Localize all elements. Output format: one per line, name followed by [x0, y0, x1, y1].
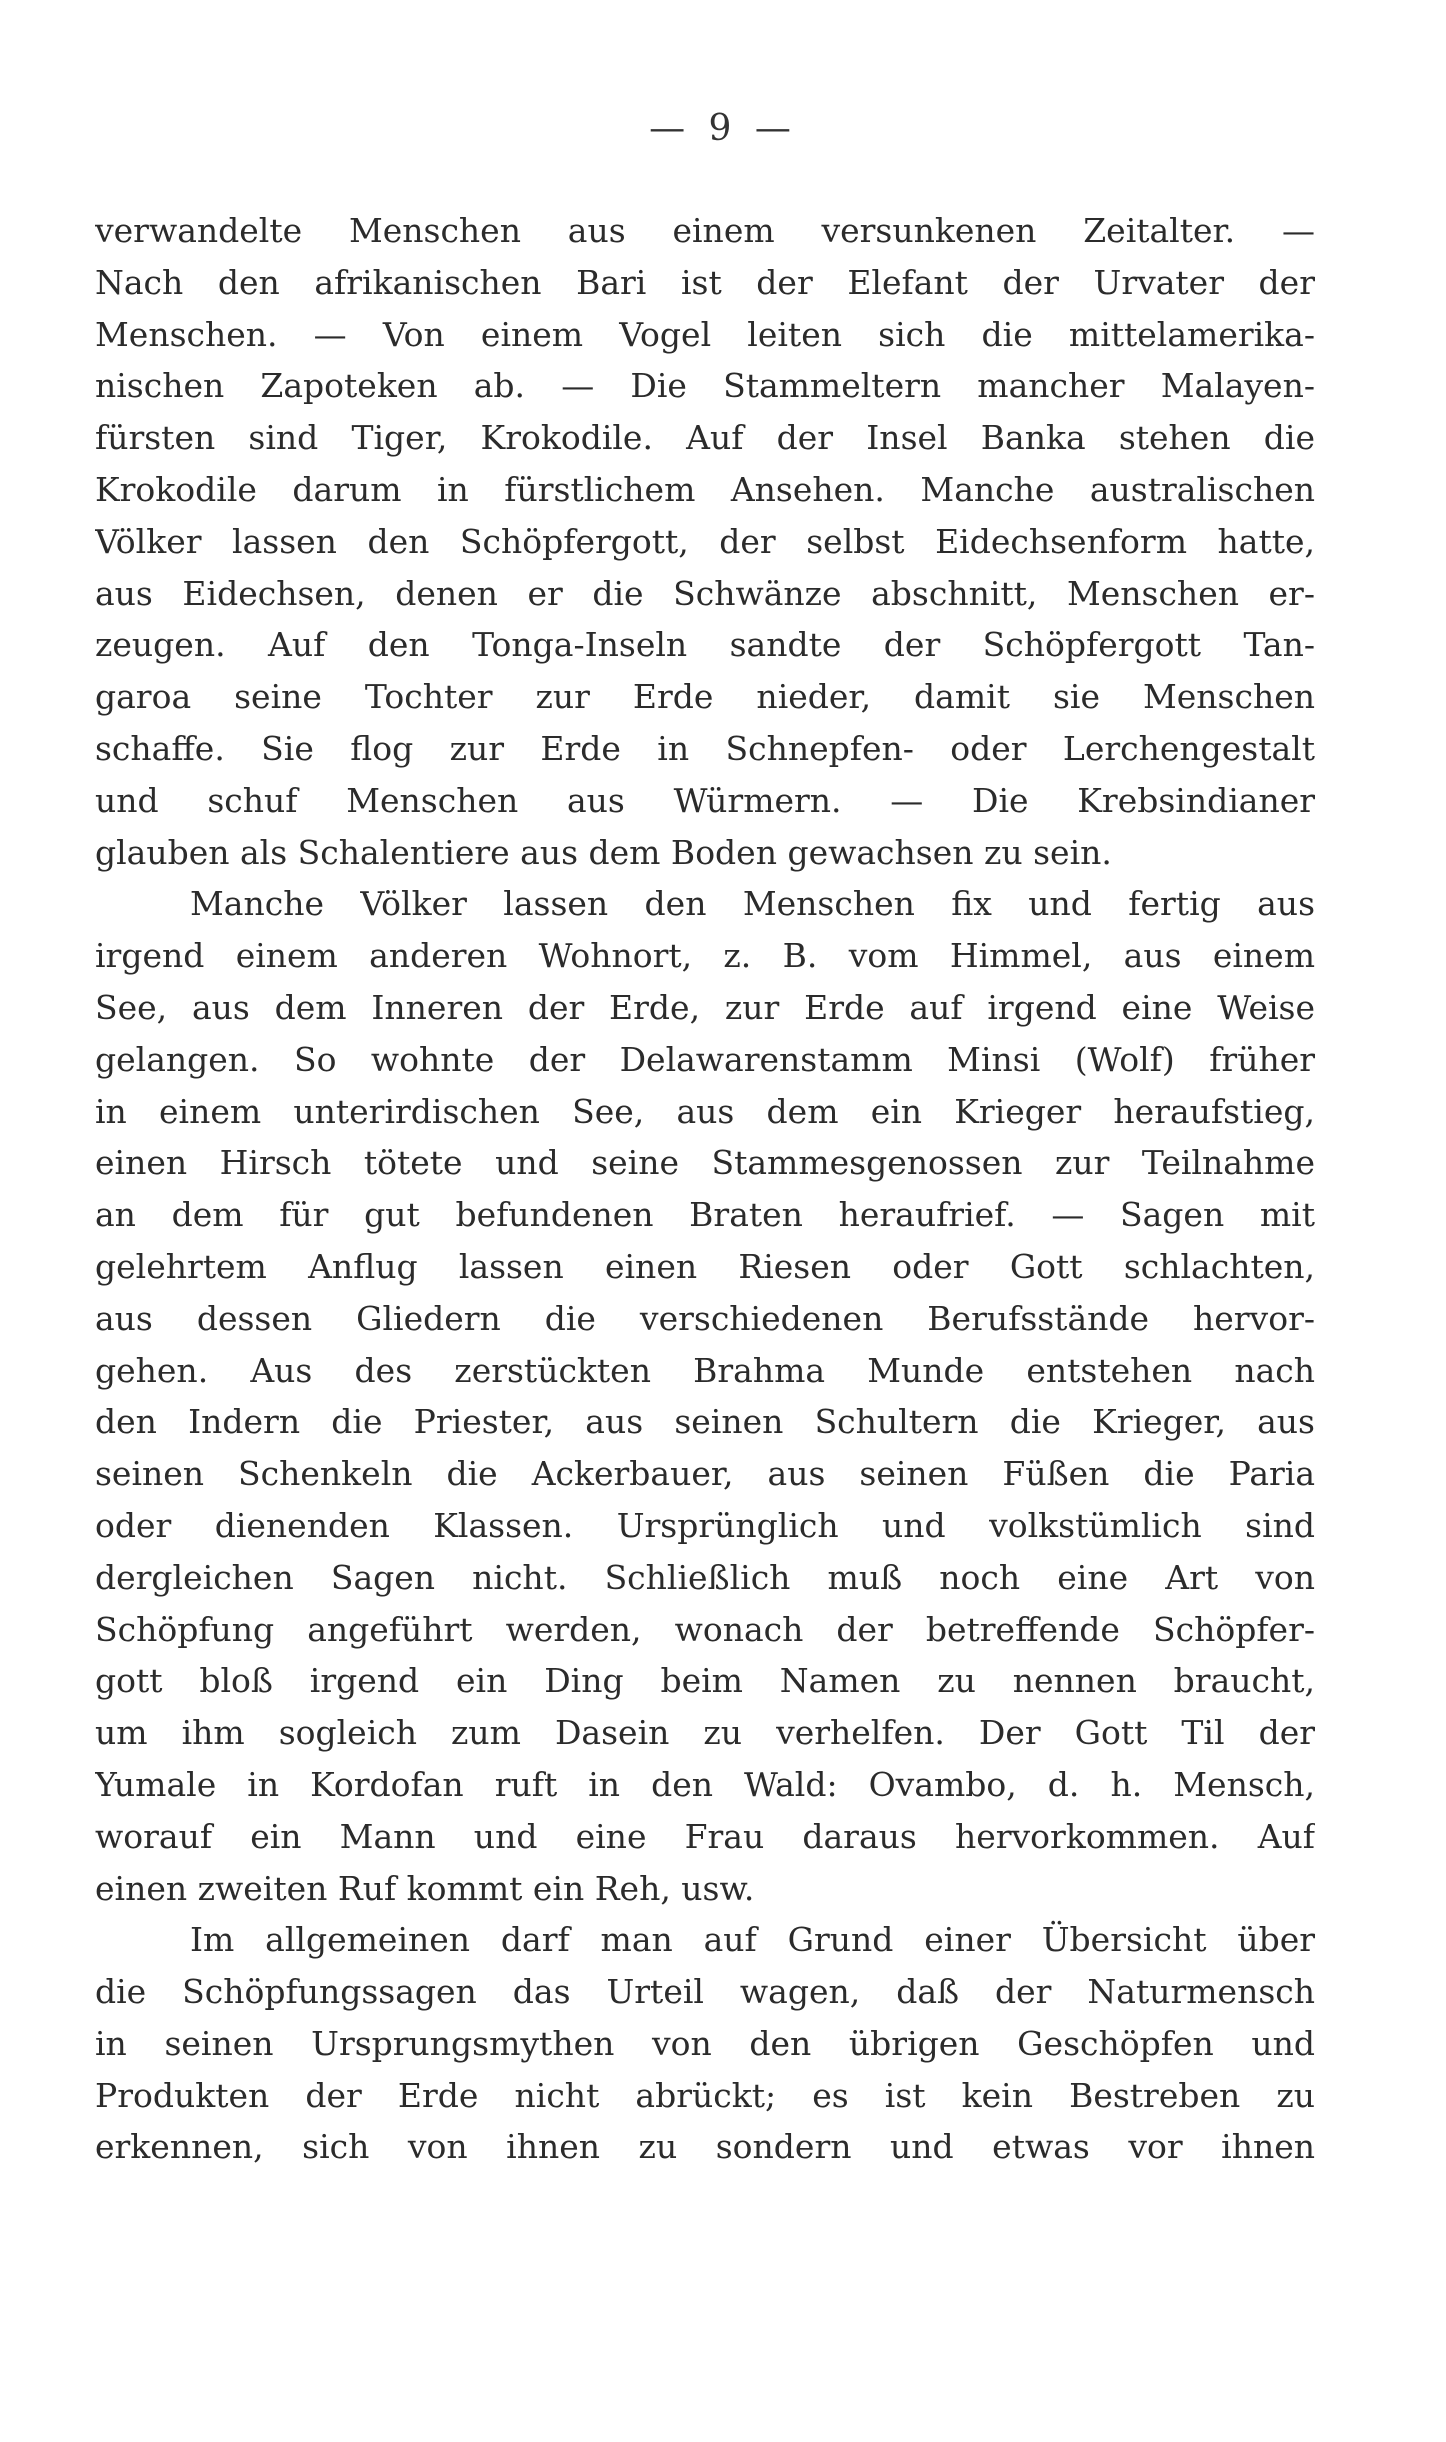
text-line: oder dienenden Klassen. Ursprünglich und volkstümlich sind [95, 1505, 1315, 1545]
text-line: in einem unterirdischen See, aus dem ein Krieger heraufstieg, [95, 1091, 1315, 1131]
text-line: Produkten der Erde nicht abrückt; es ist kein Bestreben zu [95, 2075, 1315, 2115]
text-line: Krokodile darum in fürstlichem Ansehen. Manche australischen [95, 469, 1315, 509]
text-line: um ihm sogleich zum Dasein zu verhelfen. Der Gott Til der [95, 1713, 1315, 1753]
text-line: nischen Zapoteken ab. — Die Stammeltern mancher Malayen- [95, 366, 1315, 406]
text-line: See, aus dem Inneren der Erde, zur Erde auf irgend eine Weise [95, 987, 1315, 1027]
text-line: gelangen. So wohnte der Delawarenstamm Minsi (Wolf) früher [95, 1039, 1315, 1079]
text-line: garoa seine Tochter zur Erde nieder, damit sie Menschen [95, 677, 1315, 717]
text-line: an dem für gut befundenen Braten heraufrief. — Sagen mit [95, 1195, 1315, 1235]
text-line: einen Hirsch tötete und seine Stammesgenossen zur Teilnahme [95, 1143, 1315, 1183]
text-line: erkennen, sich von ihnen zu sondern und etwas vor ihnen [95, 2127, 1315, 2167]
text-line: Schöpfung angeführt werden, wonach der betreffende Schöpfer- [95, 1609, 1315, 1649]
text-line: gelehrtem Anflug lassen einen Riesen oder Gott schlachten, [95, 1246, 1315, 1286]
text-line: und schuf Menschen aus Würmern. — Die Krebsindianer [95, 780, 1315, 820]
text-line: glauben als Schalentiere aus dem Boden gewachsen zu sein. [95, 832, 1112, 872]
text-line: Nach den afrikanischen Bari ist der Elefant der Urvater der [95, 262, 1315, 302]
text-line: zeugen. Auf den Tonga-Inseln sandte der Schöpfergott Tan- [95, 625, 1315, 665]
text-line: den Indern die Priester, aus seinen Schultern die Krieger, aus [95, 1402, 1315, 1442]
body-text [95, 205, 1315, 2173]
text-line: irgend einem anderen Wohnort, z. B. vom Himmel, aus einem [95, 936, 1315, 976]
text-line: verwandelte Menschen aus einem versunkenen Zeitalter. — [95, 211, 1315, 250]
text-line: Im allgemeinen darf man auf Grund einer Übersicht über [190, 1920, 1315, 1960]
text-line: worauf ein Mann und eine Frau daraus hervorkommen. Auf [95, 1816, 1315, 1856]
text-line: aus dessen Gliedern die verschiedenen Berufsstände hervor- [95, 1298, 1315, 1338]
text-line: fürsten sind Tiger, Krokodile. Auf der Insel Banka stehen die [95, 418, 1315, 458]
text-line: Yumale in Kordofan ruft in den Wald: Ovambo, d. h. Mensch, [95, 1764, 1315, 1804]
text-line: einen zweiten Ruf kommt ein Reh, usw. [95, 1868, 755, 1908]
text-line: gott bloß irgend ein Ding beim Namen zu nennen braucht, [95, 1661, 1315, 1701]
text-line: Menschen. — Von einem Vogel leiten sich die mittelamerika- [95, 314, 1315, 354]
text-line: schaffe. Sie flog zur Erde in Schnepfen- oder Lerchengestalt [95, 728, 1315, 768]
text-line: dergleichen Sagen nicht. Schließlich muß noch eine Art von [95, 1557, 1315, 1597]
text-line: Völker lassen den Schöpfergott, der selbst Eidechsenform hatte, [95, 521, 1315, 561]
text-line: aus Eidechsen, denen er die Schwänze abschnitt, Menschen er- [95, 573, 1315, 613]
text-line: die Schöpfungssagen das Urteil wagen, daß der Naturmensch [95, 1972, 1315, 2012]
text-line: gehen. Aus des zerstückten Brahma Munde entstehen nach [95, 1350, 1315, 1390]
page-number: — 9 — [649, 108, 797, 149]
text-line: seinen Schenkeln die Ackerbauer, aus seinen Füßen die Paria [95, 1454, 1315, 1494]
text-line: Manche Völker lassen den Menschen fix und fertig aus [190, 884, 1315, 924]
text-line: in seinen Ursprungsmythen von den übrigen Geschöpfen und [95, 2023, 1315, 2063]
